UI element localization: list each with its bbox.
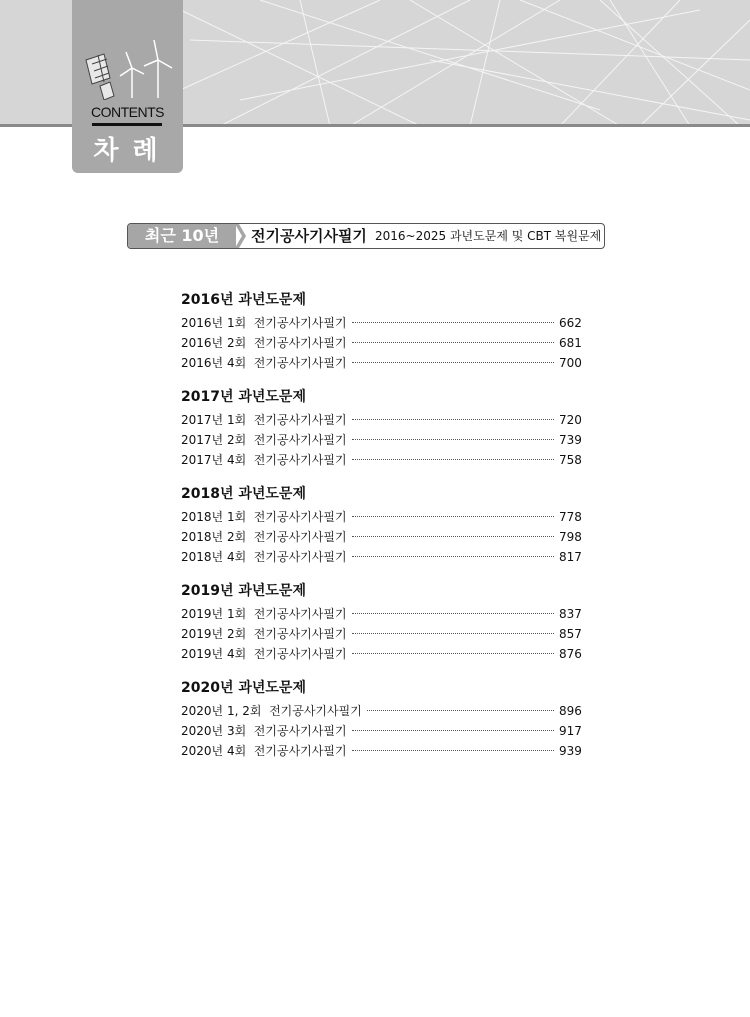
- entry-label: 2019년 1회 전기공사기사필기: [181, 607, 347, 621]
- entry-page-number: 720: [559, 413, 582, 427]
- entry-page-number: 896: [559, 704, 582, 718]
- entry-page-number: 739: [559, 433, 582, 447]
- toc-entry[interactable]: [181, 313, 581, 333]
- dot-leader: [352, 322, 554, 323]
- entry-page-number: 817: [559, 550, 582, 564]
- toc-group: [181, 290, 581, 373]
- entry-label: 2019년 4회 전기공사기사필기: [181, 647, 347, 661]
- contents-korean-title: 차례: [93, 136, 172, 166]
- entry-page-number: 939: [559, 744, 582, 758]
- section-title: 전기공사기사필기: [251, 227, 367, 245]
- entry-page-number: 857: [559, 627, 582, 641]
- recent-years-badge: 최근 10년: [128, 224, 236, 248]
- entry-page-number: 778: [559, 510, 582, 524]
- dot-leader: [352, 439, 554, 440]
- entry-label: 2016년 1회 전기공사기사필기: [181, 316, 347, 330]
- entry-page-number: 917: [559, 724, 582, 738]
- table-of-contents: [181, 290, 581, 775]
- toc-entry[interactable]: [181, 507, 581, 527]
- toc-entry[interactable]: [181, 741, 581, 761]
- entry-label: 2020년 1, 2회 전기공사기사필기: [181, 704, 362, 718]
- dot-leader: [352, 342, 554, 343]
- toc-group: [181, 387, 581, 470]
- toc-entry[interactable]: [181, 430, 581, 450]
- dot-leader: [352, 556, 554, 557]
- toc-entry[interactable]: [181, 644, 581, 664]
- entry-page-number: 876: [559, 647, 582, 661]
- toc-group: [181, 484, 581, 567]
- entry-label: 2016년 2회 전기공사기사필기: [181, 336, 347, 350]
- dot-leader: [367, 710, 554, 711]
- entry-label: 2018년 4회 전기공사기사필기: [181, 550, 347, 564]
- toc-group: [181, 678, 581, 761]
- entry-label: 2018년 2회 전기공사기사필기: [181, 530, 347, 544]
- dot-leader: [352, 653, 554, 654]
- dot-leader: [352, 536, 554, 537]
- group-title: 2018년 과년도문제: [181, 486, 306, 502]
- solar-wind-icon: [80, 38, 176, 100]
- entry-label: 2017년 2회 전기공사기사필기: [181, 433, 347, 447]
- toc-entry[interactable]: [181, 353, 581, 373]
- section-subtitle: 2016~2025 과년도문제 및 CBT 복원문제: [375, 229, 602, 243]
- contents-tab: [72, 0, 183, 173]
- dot-leader: [352, 419, 554, 420]
- entry-label: 2019년 2회 전기공사기사필기: [181, 627, 347, 641]
- toc-entry[interactable]: [181, 410, 581, 430]
- toc-entry[interactable]: [181, 547, 581, 567]
- entry-page-number: 798: [559, 530, 582, 544]
- dot-leader: [352, 362, 554, 363]
- group-title: 2017년 과년도문제: [181, 389, 306, 405]
- entry-page-number: 837: [559, 607, 582, 621]
- dot-leader: [352, 459, 554, 460]
- dot-leader: [352, 633, 554, 634]
- contents-label: CONTENTS: [91, 104, 164, 120]
- entry-label: 2020년 4회 전기공사기사필기: [181, 744, 347, 758]
- dot-leader: [352, 613, 554, 614]
- toc-entry[interactable]: [181, 701, 581, 721]
- chevron-right-icon: [235, 224, 247, 248]
- toc-group: [181, 581, 581, 664]
- toc-entry[interactable]: [181, 333, 581, 353]
- dot-leader: [352, 730, 554, 731]
- entry-label: 2020년 3회 전기공사기사필기: [181, 724, 347, 738]
- entry-label: 2016년 4회 전기공사기사필기: [181, 356, 347, 370]
- group-title: 2019년 과년도문제: [181, 583, 306, 599]
- entry-label: 2017년 1회 전기공사기사필기: [181, 413, 347, 427]
- toc-entry[interactable]: [181, 604, 581, 624]
- dot-leader: [352, 516, 554, 517]
- toc-entry[interactable]: [181, 624, 581, 644]
- entry-page-number: 681: [559, 336, 582, 350]
- group-title: 2016년 과년도문제: [181, 292, 306, 308]
- group-title: 2020년 과년도문제: [181, 680, 306, 696]
- section-header: [127, 223, 605, 249]
- entry-label: 2018년 1회 전기공사기사필기: [181, 510, 347, 524]
- entry-label: 2017년 4회 전기공사기사필기: [181, 453, 347, 467]
- entry-page-number: 662: [559, 316, 582, 330]
- toc-entry[interactable]: [181, 527, 581, 547]
- entry-page-number: 700: [559, 356, 582, 370]
- dot-leader: [352, 750, 554, 751]
- toc-entry[interactable]: [181, 450, 581, 470]
- contents-underline: [92, 123, 162, 126]
- entry-page-number: 758: [559, 453, 582, 467]
- toc-entry[interactable]: [181, 721, 581, 741]
